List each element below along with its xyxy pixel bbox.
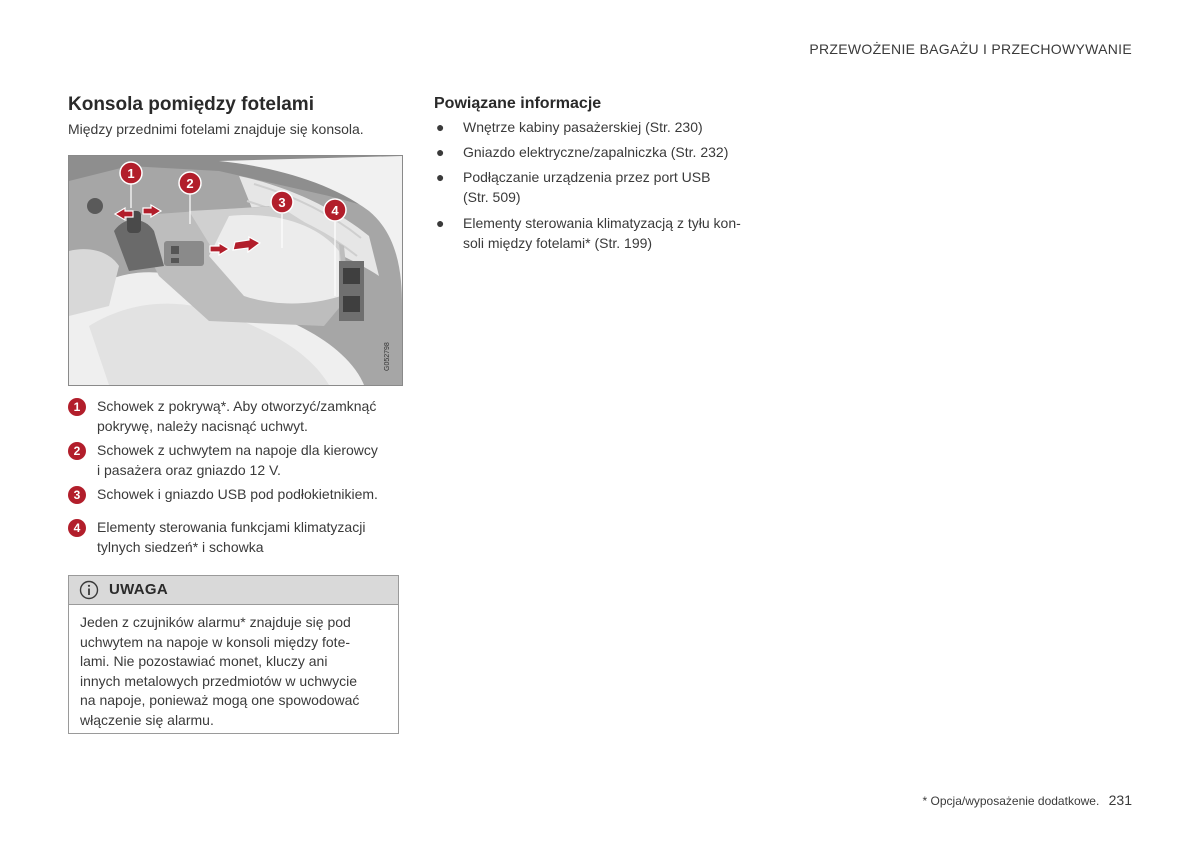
related-item-4[interactable] (434, 213, 764, 253)
figure-marker-label-3: 3 (278, 195, 286, 210)
footnote-text: * Opcja/wyposażenie dodatkowe. (922, 794, 1100, 808)
note-line: włączenie się alarmu. (80, 711, 214, 728)
figure-marker-label-2: 2 (186, 176, 194, 191)
related-link-text[interactable]: Elementy sterowania klimatyzacją z tyłu kon- (463, 215, 741, 231)
related-link-text-cont[interactable]: soli między fotelami* (Str. 199) (463, 235, 653, 251)
bullet-icon: ● (436, 215, 445, 231)
related-info-title: Powiązane informacje (434, 95, 602, 112)
callout-badge-3: 3 (68, 486, 86, 504)
note-box (68, 575, 399, 734)
page-footer (923, 792, 1132, 808)
callout-item-1 (68, 396, 408, 436)
figure-code: G052798 (384, 342, 391, 371)
console-illustration (68, 155, 403, 386)
section-intro: Między przednimi fotelami znajduje się konsola. (68, 121, 364, 137)
page-number: 231 (1108, 792, 1132, 808)
related-link-text[interactable]: Wnętrze kabiny pasażerskiej (Str. 230) (463, 119, 703, 135)
callout-text-3a: Schowek i gniazdo USB pod podłokietnikiem. (97, 486, 378, 502)
bullet-icon: ● (436, 169, 445, 185)
figure-marker-label-1: 1 (127, 166, 135, 181)
callout-item-4 (68, 517, 408, 557)
console-illustration-svg (69, 156, 402, 385)
note-title: UWAGA (109, 581, 168, 598)
note-line: Jeden z czujników alarmu* znajduje się pod (80, 614, 351, 630)
figure-marker-label-4: 4 (331, 203, 339, 218)
related-item-2[interactable] (434, 142, 764, 162)
note-line: na napoje, ponieważ mogą one spowodować (80, 692, 360, 708)
callout-text-1a: Schowek z pokrywą*. Aby otworzyć/zamknąć (97, 398, 377, 414)
bullet-icon: ● (436, 119, 445, 135)
related-item-1[interactable] (434, 117, 764, 137)
bullet-icon: ● (436, 144, 445, 160)
note-header (69, 576, 398, 605)
chapter-header: PRZEWOŻENIE BAGAŻU I PRZECHOWYWANIE (809, 41, 1132, 57)
callout-item-3 (68, 484, 408, 504)
section-title: Konsola pomiędzy fotelami (68, 94, 314, 115)
note-line: lami. Nie pozostawiać monet, kluczy ani (80, 653, 328, 669)
callout-text-4a: Elementy sterowania funkcjami klimatyzacji (97, 519, 366, 535)
related-link-text[interactable]: Podłączanie urządzenia przez port USB (463, 169, 711, 185)
callout-text-2a: Schowek z uchwytem na napoje dla kierowcy (97, 442, 378, 458)
note-line: innych metalowych przedmiotów w uchwycie (80, 672, 357, 689)
callout-badge-4: 4 (68, 519, 86, 537)
note-line: uchwytem na napoje w konsoli między fote- (80, 633, 351, 650)
related-link-text-cont[interactable]: (Str. 509) (463, 189, 521, 205)
callout-badge-1: 1 (68, 398, 86, 416)
note-body (80, 613, 385, 730)
info-circle-icon (79, 580, 99, 605)
callout-badge-2: 2 (68, 442, 86, 460)
callout-text-1b: pokrywę, należy nacisnąć uchwyt. (97, 418, 308, 434)
callout-text-4b: tylnych siedzeń* i schowka (97, 539, 264, 555)
callout-text-2b: i pasażera oraz gniazdo 12 V. (97, 462, 281, 478)
related-link-text[interactable]: Gniazdo elektryczne/zapalniczka (Str. 232) (463, 144, 729, 160)
related-item-3[interactable] (434, 167, 764, 207)
callout-item-2 (68, 440, 408, 480)
